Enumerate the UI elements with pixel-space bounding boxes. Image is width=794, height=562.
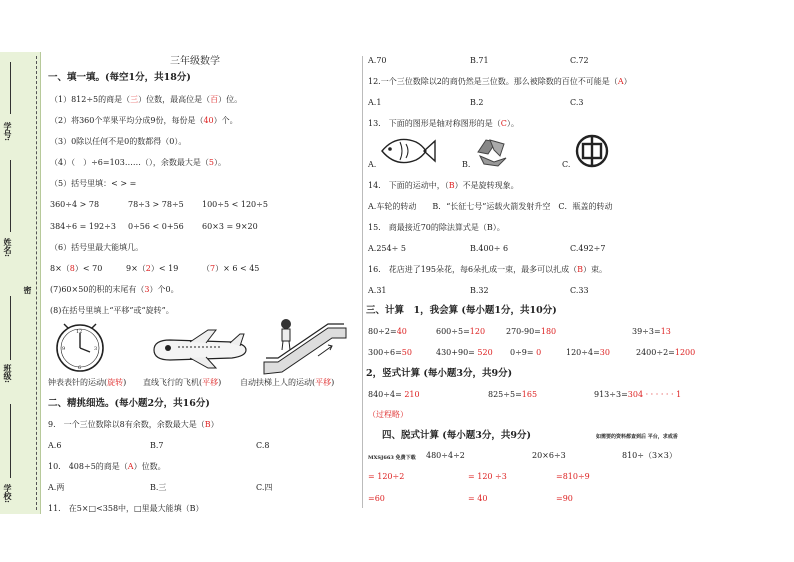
question-14-options: A.车轮的转动 B．“长征七号”运载火箭发射升空 C．瓶盖的转动: [368, 202, 613, 211]
option: A.两: [48, 483, 65, 492]
option: A.1: [368, 98, 382, 107]
caption-escalator: 自动扶梯上人的运动(平移): [240, 378, 335, 387]
name-field[interactable]: [10, 160, 11, 232]
option: C.33: [570, 286, 589, 295]
process-note: （过程略）: [368, 410, 408, 419]
option: B.71: [470, 56, 489, 65]
step-2: = 40: [468, 494, 488, 503]
calc-item: 270-90=180: [506, 327, 557, 336]
question-16: 16. 花店进了195朵花，每6朵扎成一束，最多可以扎成（B）束。: [368, 265, 607, 274]
section-2-heading: 二、精挑细选。(每小题2分，共16分): [48, 398, 210, 409]
school-label: 学校:: [3, 484, 13, 503]
vertical-calc: 913÷3=304 · · · · · · 1: [594, 390, 682, 399]
calc-item: 300÷6=50: [368, 348, 412, 357]
section-1-heading: 一、填一填。(每空1分，共18分): [48, 72, 191, 83]
question-4: （4）（ ）÷6=103……（），余数最大是（5）。: [50, 158, 226, 167]
question-11: 11. 在5×□<358中，□里最大能填（B）: [48, 504, 204, 513]
compare-item: 360÷4 > 78: [50, 200, 100, 209]
svg-text:12: 12: [76, 329, 83, 335]
caption-plane: 直线飞行的飞机(平移): [143, 378, 222, 387]
question-15: 15. 商最接近70的除法算式是（B）。: [368, 223, 505, 232]
vertical-calc: 825÷5=165: [488, 390, 538, 399]
question-6: （6）括号里最大能填几。: [50, 243, 144, 252]
option: A.31: [368, 286, 387, 295]
option: B.2: [470, 98, 484, 107]
question-3: （3）0除以任何不是0的数都得（0）。: [50, 137, 187, 146]
seal-mark: 密: [23, 286, 33, 294]
question-12: 12.一个三位数除以2的商仍然是三位数。那么被除数的百位不可能是（A）: [368, 77, 632, 86]
expression: 480÷4÷2: [426, 451, 465, 460]
student-id-field[interactable]: [10, 62, 11, 114]
class-label: 班级:: [3, 364, 13, 383]
step-1: = 120÷2: [368, 472, 405, 481]
calc-item: 80÷2=40: [368, 327, 407, 336]
vertical-calc: 840÷4= 210: [368, 390, 420, 399]
step-1: = 120 ÷3: [468, 472, 507, 481]
option: C.四: [256, 483, 273, 492]
calc-item: 600÷5=120: [436, 327, 486, 336]
logo-c-icon: [574, 134, 610, 168]
option: A.6: [48, 441, 62, 450]
option: B.400÷ 6: [470, 244, 509, 253]
compare-item: 60×3 = 9×20: [202, 222, 258, 231]
watermark-text: MXSJ663 免费下载: [368, 455, 416, 461]
option: A.70: [368, 56, 387, 65]
fish-icon: [378, 134, 436, 168]
question-7: (7)60×50的积的末尾有（3）个0。: [50, 285, 179, 294]
airplane-icon: [150, 330, 250, 368]
question-14: 14. 下面的运动中，（B）不是旋转现象。: [368, 181, 519, 190]
name-label: 姓名:: [3, 238, 13, 257]
expression: 20×6÷3: [532, 451, 566, 460]
option: C.3: [570, 98, 584, 107]
cut-line: [36, 56, 37, 510]
page-title: 三年级数学: [170, 56, 220, 67]
question-5: （5）括号里填：< > =: [50, 179, 137, 188]
question-2: （2）将360个苹果平均分成9份，每份是（40）个。: [50, 116, 238, 125]
calc-item: 120÷4=30: [566, 348, 610, 357]
option: B.7: [150, 441, 164, 450]
question-13: 13. 下面的图形是轴对称图形的是（C）。: [368, 119, 519, 128]
option: B.: [462, 160, 471, 169]
option: C.8: [256, 441, 270, 450]
option: B.32: [470, 286, 489, 295]
svg-text:6: 6: [78, 365, 82, 371]
compare-item: 100÷5 < 120÷5: [202, 200, 268, 209]
step-2: =90: [556, 494, 573, 503]
class-field[interactable]: [10, 296, 11, 360]
section-3-heading: 三、计算 1，我会算 (每小题1分，共10分): [366, 305, 557, 316]
calc-item: 2400÷2=1200: [636, 348, 696, 357]
option: B.三: [150, 483, 167, 492]
calc-item: 0÷9= 0: [510, 348, 542, 357]
compare-item: 0÷56 < 0+56: [128, 222, 184, 231]
clock-icon: [54, 322, 106, 374]
option: A.: [368, 160, 377, 169]
fill-item: 9×（2）< 19: [126, 264, 179, 273]
school-field[interactable]: [10, 404, 11, 478]
question-1: （1）812÷5的商是（三）位数，最高位是（百）位。: [50, 95, 243, 104]
option: C.492÷7: [570, 244, 606, 253]
compare-item: 384÷6 = 192÷3: [50, 222, 116, 231]
question-8: (8)在括号里填上“平移”或“旋转”。: [50, 306, 174, 315]
step-2: =60: [368, 494, 385, 503]
fill-item: 8×（8）< 70: [50, 264, 103, 273]
option: C.72: [570, 56, 589, 65]
option: A.254÷ 5: [368, 244, 406, 253]
fill-item: （7）× 6 < 45: [202, 264, 260, 273]
question-10: 10. 408÷5的商是（A）位数。: [48, 462, 166, 471]
question-9: 9. 一个三位数除以8有余数，余数最大是（B）: [48, 420, 219, 429]
calc-item: 430+90= 520: [436, 348, 493, 357]
svg-text:3: 3: [94, 346, 98, 352]
compare-item: 78÷3 > 78÷5: [128, 200, 184, 209]
column-divider: [362, 56, 363, 508]
escalator-icon: [262, 318, 348, 376]
option: C.: [562, 160, 571, 169]
student-id-label: 学号:: [3, 122, 13, 141]
logo-b-icon: [474, 136, 510, 168]
svg-text:9: 9: [62, 346, 66, 352]
caption-clock: 钟表表针的运动(旋转): [48, 378, 127, 387]
section-4-heading: 四、脱式计算 (每小题3分，共9分): [382, 430, 532, 441]
calc-item: 39÷3=13: [632, 327, 671, 336]
expression: 810÷（3×3）: [622, 451, 677, 460]
section-4-note: 如需要的资料都查到后 平台，求戒香: [596, 434, 678, 440]
section-3b-heading: 2，竖式计算 (每小题3分，共9分): [366, 368, 513, 379]
step-1: =810÷9: [556, 472, 590, 481]
